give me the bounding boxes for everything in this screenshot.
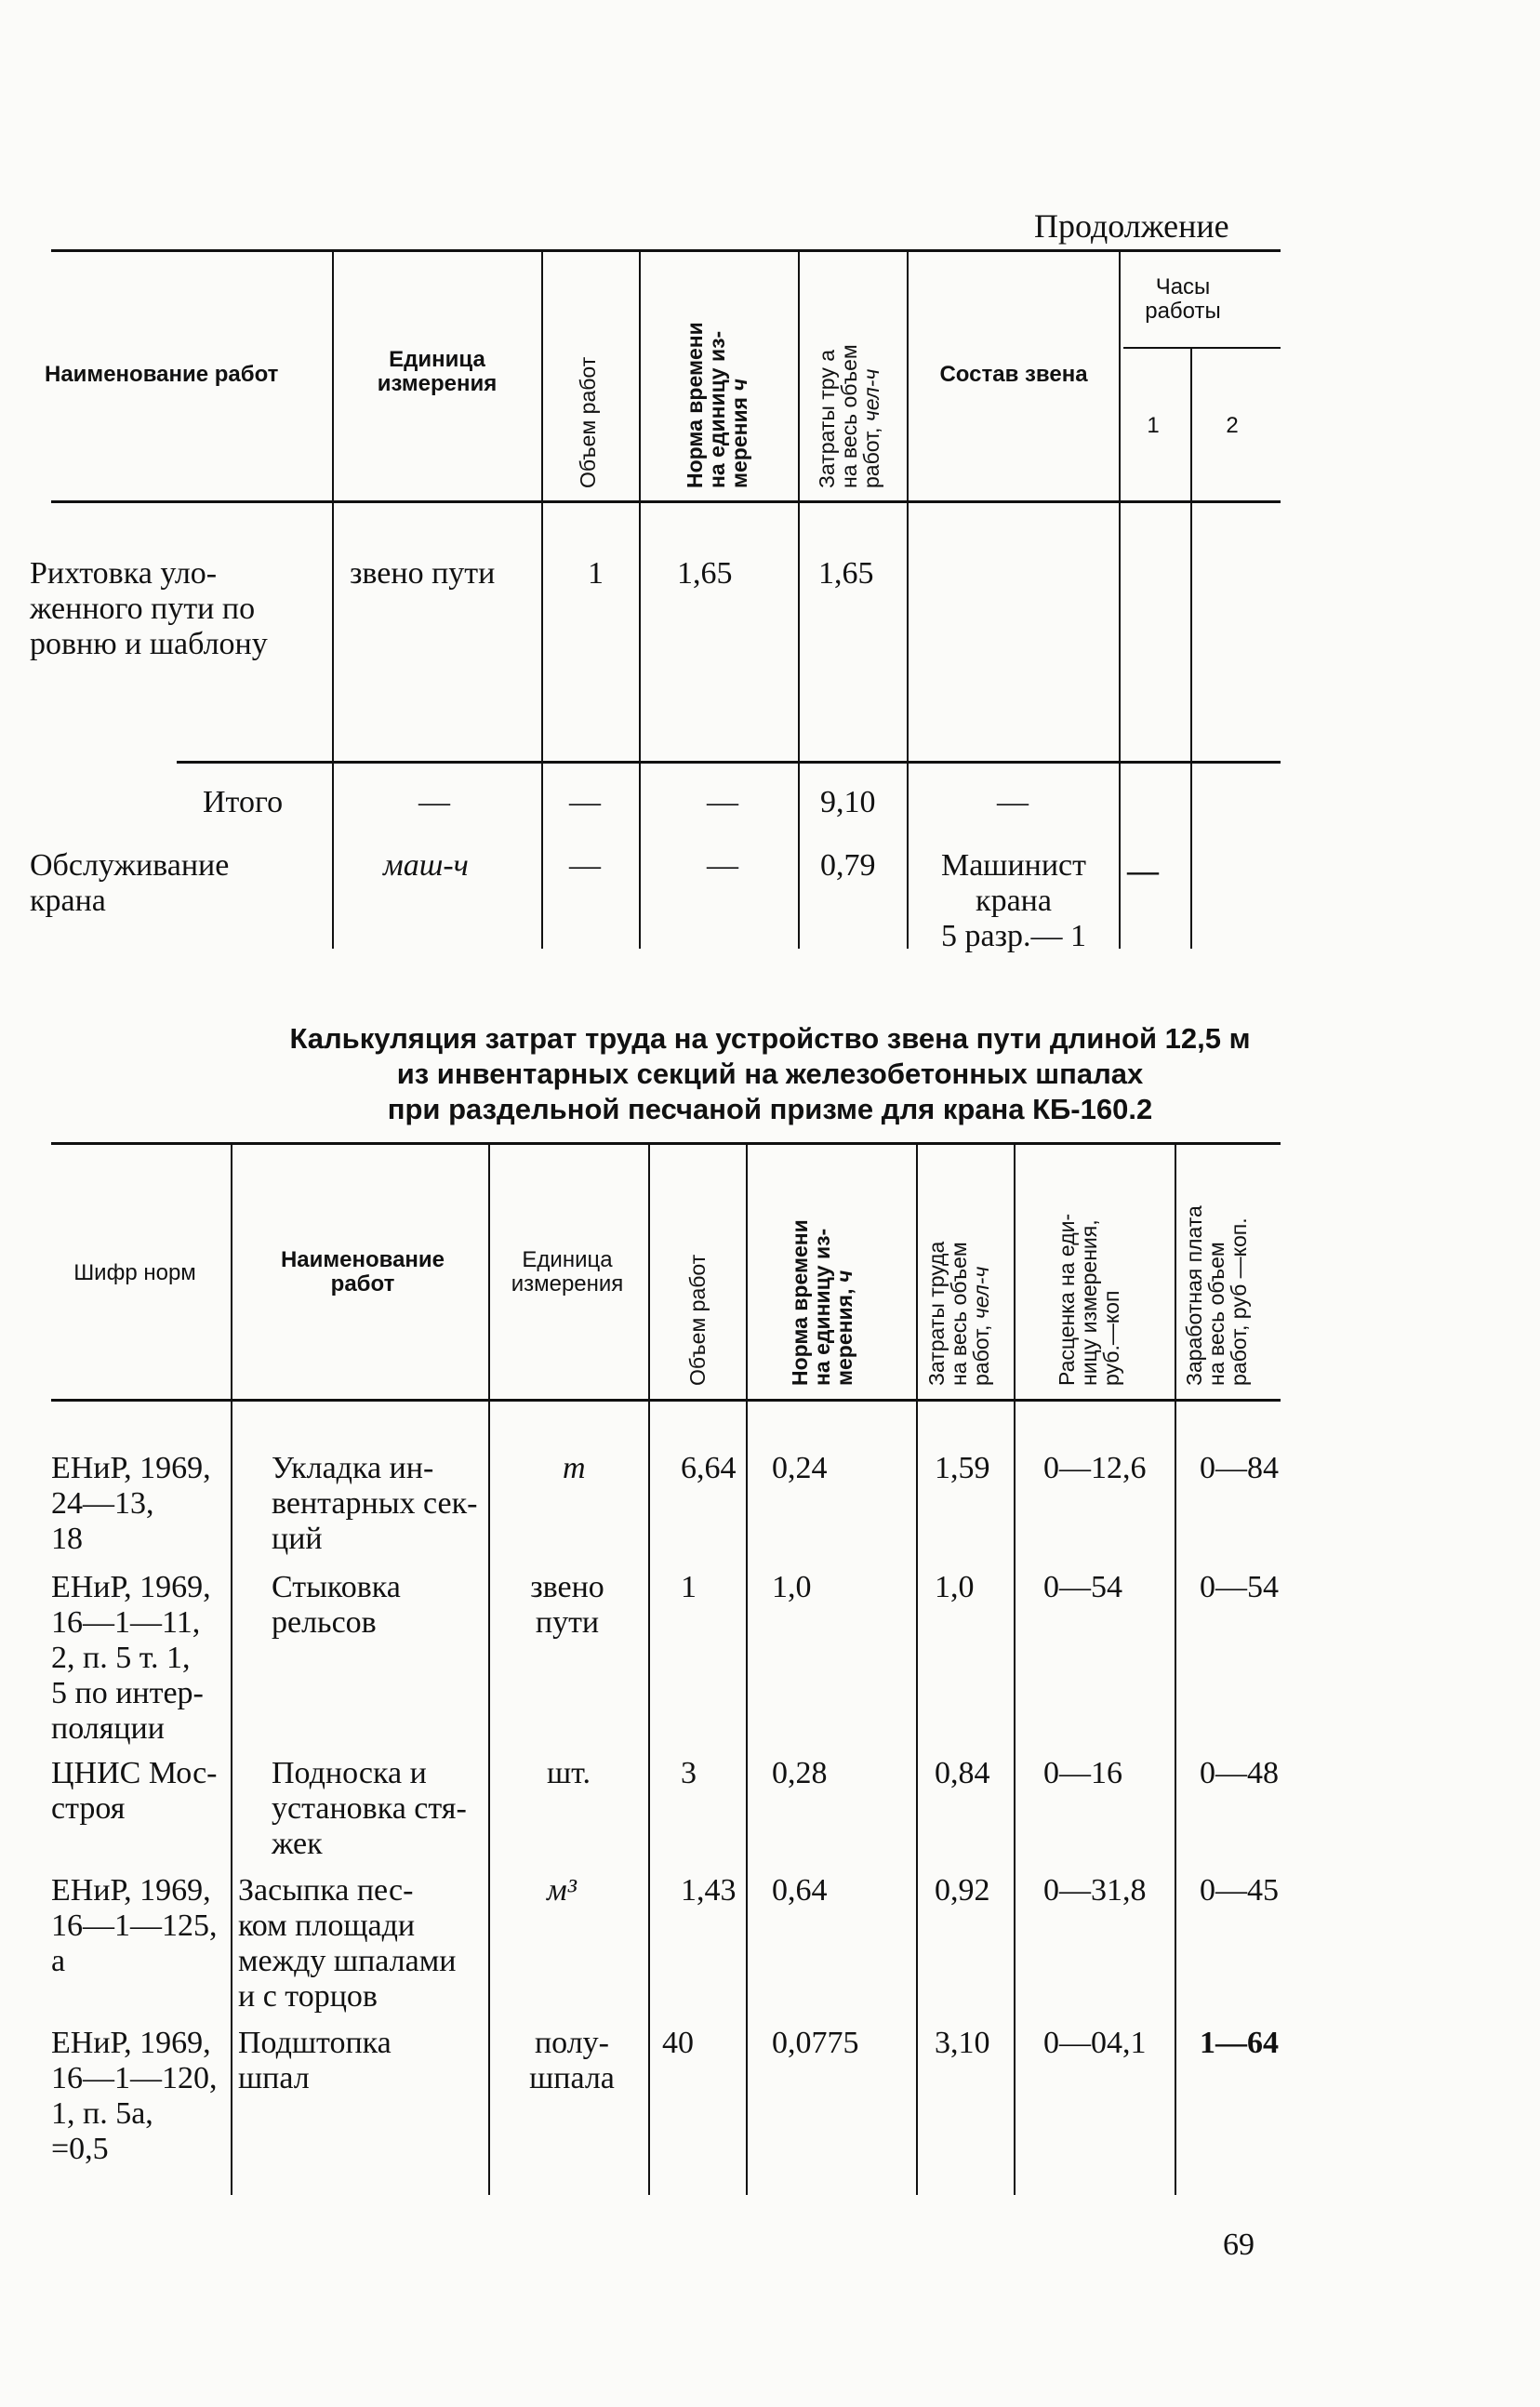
t2-row2-norm: 1,0 (772, 1570, 812, 1604)
t2-row1-name: Укладка ин- вентарных сек- ций (272, 1451, 478, 1556)
t1-total-norm: — (707, 785, 738, 819)
t1-service-crew: Машинист крана 5 разр.— 1 (940, 848, 1087, 953)
t1-service-labor: 0,79 (820, 848, 876, 883)
t2-row5-labor: 3,10 (935, 2026, 990, 2060)
t2-row3-name: Подноска и установка стя- жек (272, 1756, 467, 1861)
t2-row4-code: ЕНиР, 1969, 16—1—125, а (51, 1873, 218, 1978)
t2-header-unit: Единица измерения (511, 1247, 624, 1297)
t1-row-labor: 1,65 (818, 556, 874, 591)
t2-row3-code: ЦНИС Мос- строя (51, 1756, 218, 1826)
t2-row2-volume: 1 (681, 1570, 697, 1604)
t2-header-volume: Объем работ (685, 1254, 710, 1386)
t1-service-volume: — (569, 848, 601, 883)
t2-row4-wage: 0—45 (1200, 1873, 1279, 1908)
t2-row1-unit: т (563, 1451, 586, 1485)
t2-row4-rate: 0—31,8 (1043, 1873, 1147, 1908)
t1-total-unit: — (418, 785, 450, 819)
t1-header-volume: Объем работ (576, 356, 600, 488)
table2-title-line2: из инвентарных секций на железобетонных шпалах (396, 1057, 1144, 1090)
t2-row4-norm: 0,64 (772, 1873, 828, 1908)
t1-service-unit: маш-ч (383, 848, 469, 883)
t2-row4-name: Засыпка пес- ком площади между шпалами и с торцов (238, 1873, 457, 2014)
t2-row1-wage: 0—84 (1200, 1451, 1279, 1485)
t1-service-name: Обслуживание крана (30, 848, 230, 918)
t2-row3-labor: 0,84 (935, 1756, 990, 1790)
t2-row5-code: ЕНиР, 1969, 16—1—120, 1, п. 5а, =0,5 (51, 2026, 218, 2166)
continuation-label: Продолжение (1034, 207, 1229, 245)
t1-total-name: Итого (203, 785, 284, 819)
table2-title-line1: Калькуляция затрат труда на устройство звена пути длиной 12,5 м (289, 1022, 1251, 1055)
t2-header-name: Наименование работ (280, 1247, 445, 1297)
t2-row1-labor: 1,59 (935, 1451, 990, 1485)
t1-header-hours: Часы работы (1145, 274, 1221, 324)
t2-row3-volume: 3 (681, 1756, 697, 1790)
t1-total-crew: — (997, 785, 1029, 819)
t2-row5-rate: 0—04,1 (1043, 2026, 1147, 2060)
t2-row4-labor: 0,92 (935, 1873, 990, 1908)
t1-header-unit: Единица измерения (377, 347, 498, 396)
t2-header-norm: Норма времени на единицу из- мерения, ч (788, 1219, 856, 1386)
t2-header-labor: Затраты труда на весь объем работ, чел-ч (924, 1241, 993, 1386)
t1-header-name: Наименование работ (45, 362, 279, 387)
t1-total-volume: — (569, 785, 601, 819)
t2-row2-wage: 0—54 (1200, 1570, 1279, 1604)
t2-row2-unit: звено пути (530, 1570, 604, 1640)
t2-row2-rate: 0—54 (1043, 1570, 1122, 1604)
t2-row2-code: ЕНиР, 1969, 16—1—11, 2, п. 5 т. 1, 5 по интер- поляции (51, 1570, 211, 1746)
t1-header-crew: Состав звена (939, 362, 1088, 387)
t2-header-rate: Расценка на еди- ницу измерения, руб.—коп (1055, 1213, 1123, 1386)
t2-header-wage: Заработная плата на весь объем работ, руб —коп. (1182, 1205, 1251, 1386)
t2-row1-volume: 6,64 (681, 1451, 737, 1485)
t2-row1-norm: 0,24 (772, 1451, 828, 1485)
t2-row5-volume: 40 (662, 2026, 694, 2060)
t2-row4-unit: м³ (547, 1873, 577, 1908)
t2-row3-norm: 0,28 (772, 1756, 828, 1790)
t1-header-labor: Затраты тру а на весь объем работ, чел-ч (815, 344, 883, 488)
t1-total-labor: 9,10 (820, 785, 876, 819)
t2-row1-rate: 0—12,6 (1043, 1451, 1147, 1485)
t2-row3-unit: шт. (547, 1756, 591, 1790)
t1-header-norm: Норма времени на единицу из- мерения ч (683, 322, 751, 488)
t1-row-name: Рихтовка уло- женного пути по ровню и шаблону (30, 556, 268, 661)
table2-title-line3: при раздельной песчаной призме для крана КБ-160.2 (387, 1093, 1153, 1125)
t1-header-hours-1: 1 (1147, 413, 1160, 438)
t2-row5-name: Подштопка шпал (238, 2026, 392, 2095)
t1-row-norm: 1,65 (677, 556, 733, 591)
t2-row5-norm: 0,0775 (772, 2026, 859, 2060)
t2-row5-wage: 1—64 (1200, 2026, 1279, 2060)
t2-row3-wage: 0—48 (1200, 1756, 1279, 1790)
t2-row5-unit: полу- шпала (529, 2026, 615, 2095)
t2-header-code: Шифр норм (73, 1260, 196, 1285)
t1-header-hours-2: 2 (1226, 413, 1239, 438)
t2-row4-volume: 1,43 (681, 1873, 737, 1908)
t2-row1-code: ЕНиР, 1969, 24—13, 18 (51, 1451, 211, 1556)
t1-row-unit: звено пути (350, 556, 496, 591)
t2-row2-labor: 1,0 (935, 1570, 975, 1604)
t2-row2-name: Стыковка рельсов (272, 1570, 401, 1640)
t2-row3-rate: 0—16 (1043, 1756, 1122, 1790)
t1-service-hours-1: — (1127, 854, 1159, 888)
page-number: 69 (1223, 2227, 1255, 2262)
t1-row-volume: 1 (588, 556, 604, 591)
t1-service-norm: — (707, 848, 738, 883)
